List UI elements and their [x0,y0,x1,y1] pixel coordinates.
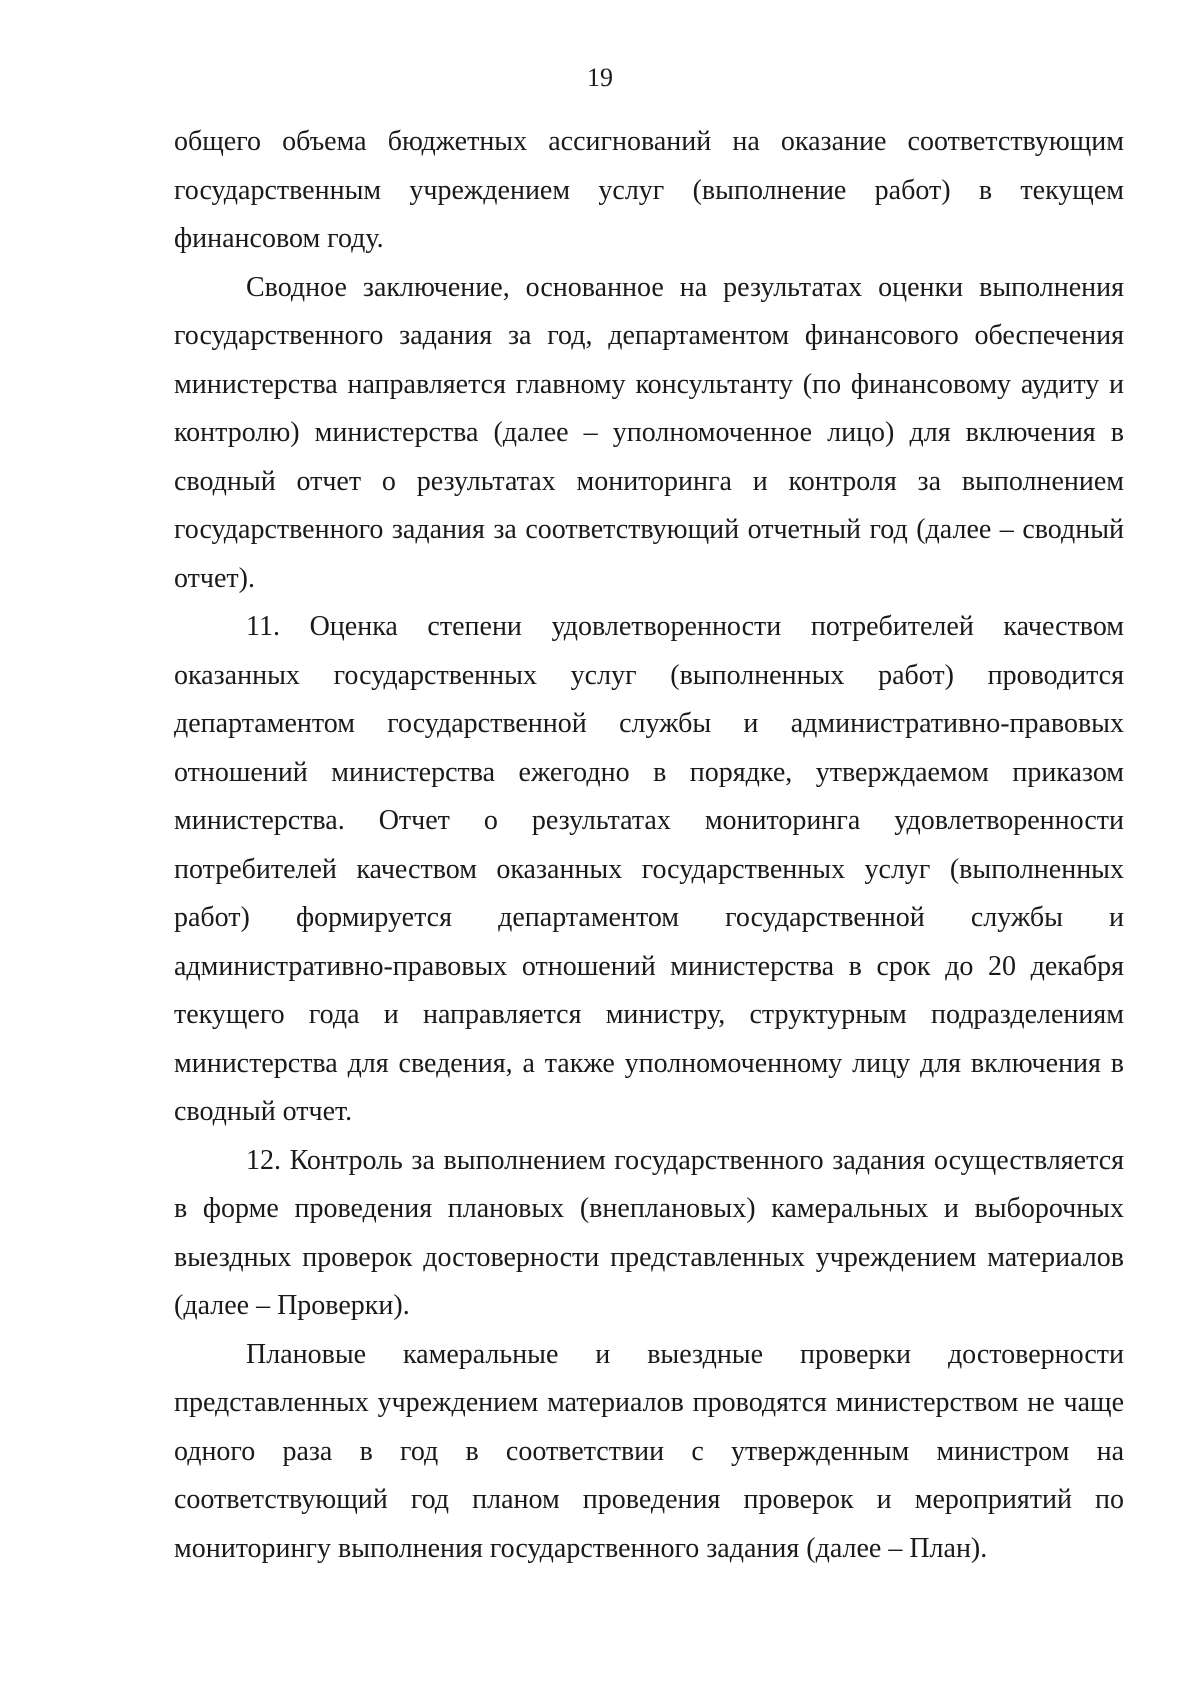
paragraph-continuation: общего объема бюджетных ассигнований на оказание соответствующим государственным учреждением услуг (выполнение работ) в текущем финансовом году. [174,126,1124,254]
paragraph-planned-inspections: Плановые камеральные и выездные проверки достоверности представленных учреждением материалов проводятся министерством не чаще одного раза в год в соответствии с утвержденным министром на соответствующий год планом проведения проверок и мероприятий по мониторингу выполнения государственного задания (далее – План). [174,1338,1124,1564]
paragraph-item-11: 11. Оценка степени удовлетворенности потребителей качеством оказанных государственных услуг (выполненных работ) проводится департаментом государственной службы и административно-правовых отношений министерства ежегодно в порядке, утверждаемом приказом министерства. Отчет о результатах мониторинга удовлетворенности потребителей качеством оказанных государственных услуг (выполненных работ) формируется департаментом государственной службы и административно-правовых отношений министерства в срок до 20 декабря текущего года и направляется министру, структурным подразделениям министерства для сведения, а также уполномоченному лицу для включения в сводный отчет. [174,611,1124,1127]
paragraph-item-12: 12. Контроль за выполнением государственного задания осуществляется в форме проведения плановых (внеплановых) камеральных и выборочных выездных проверок достоверности представленных учреждением материалов (далее – Проверки). [174,1144,1124,1321]
page-number: 19 [587,63,613,92]
paragraph-summary-conclusion: Сводное заключение, основанное на результатах оценки выполнения государственного задания за год, департаментом финансового обеспечения министерства направляется главному консультанту (по финансовому аудиту и контролю) министерства (далее – уполномоченное лицо) для включения в сводный отчет о результатах мониторинга и контроля за выполнением государственного задания за соответствующий отчетный год (далее – сводный отчет). [174,271,1124,594]
document-body [174,118,1124,1573]
